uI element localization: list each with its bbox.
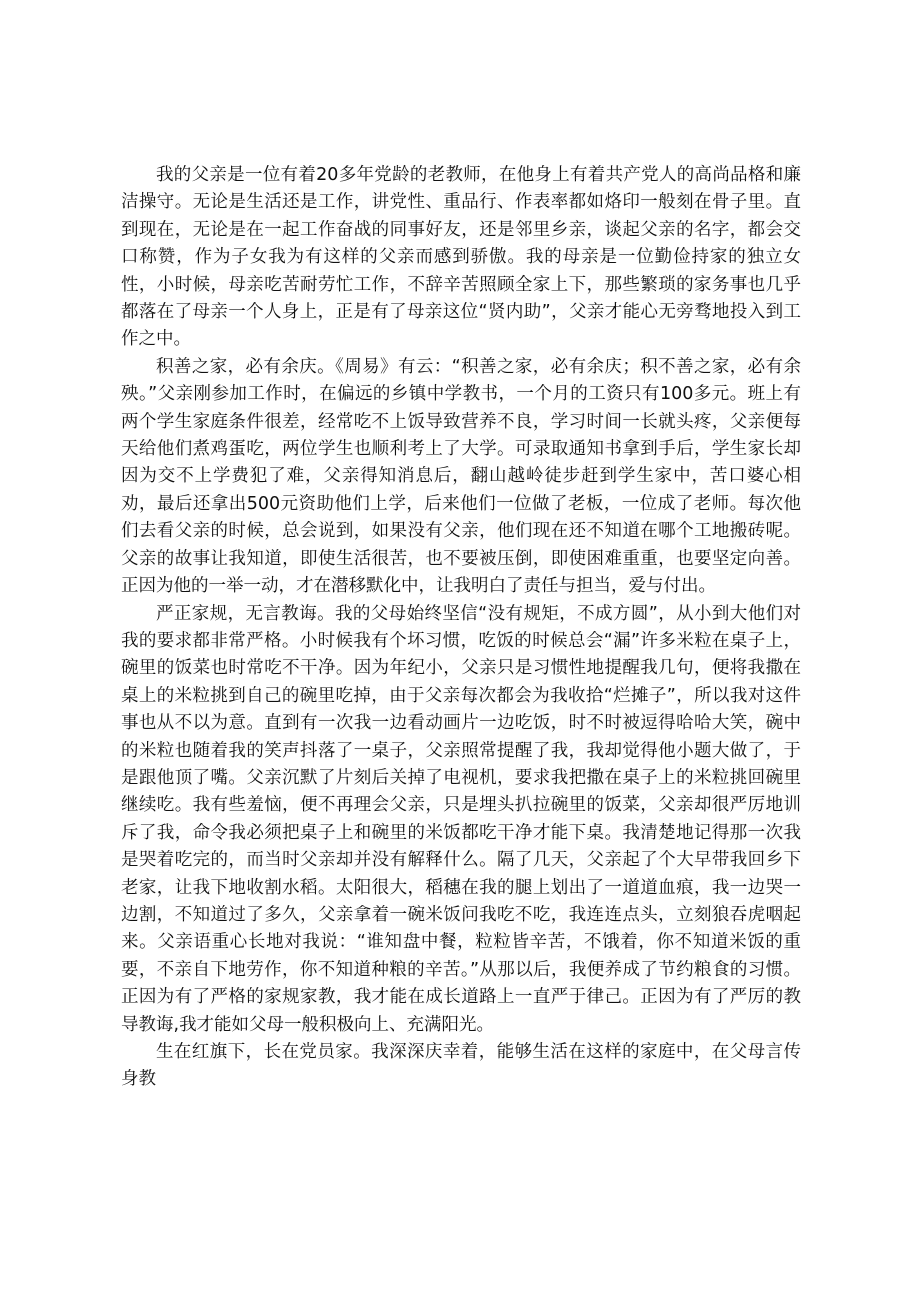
paragraph-2: 积善之家，必有余庆。《周易》有云：“积善之家，必有余庆；积不善之家，必有余殃。”父亲刚参加工作时，在偏远的乡镇中学教书，一个月的工资只有100多元。班上有两个学生家庭条件很差，经常吃不上饭导致营养不良，学习时间一长就头疼，父亲便每天给他们煮鸡蛋吃，两位学生也顺利考上了大学。可录取通知书拿到手后，学生家长却因为交不上学费犯了难，父亲得知消息后，翻山越岭徒步赶到学生家中，苦口婆心相劝，最后还拿出500元资助他们上学，后来他们一位做了老板，一位成了老师。每次他们去看父亲的时候，总会说到，如果没有父亲，他们现在还不知道在哪个工地搬砖呢。父亲的故事让我知道，即使生活很苦，也不要被压倒，即使困难重重，也要坚定向善。正因为他的一举一动，才在潜移默化中，让我明白了责任与担当，爱与付出。 (121, 356, 801, 597)
paragraph-3: 严正家规，无言教诲。我的父母始终坚信“没有规矩，不成方圆”，从小到大他们对我的要求都非常严格。小时候我有个坏习惯，吃饭的时候总会“漏”许多米粒在桌子上，碗里的饭菜也时常吃不干净。因为年纪小，父亲只是习惯性地提醒我几句，便将我撒在桌上的米粒挑到自己的碗里吃掉，由于父亲每次都会为我收拾“烂摊子”，所以我对这件事也从不以为意。直到有一次我一边看动画片一边吃饭，时不时被逗得哈哈大笑，碗中的米粒也随着我的笑声抖落了一桌子，父亲照常提醒了我，我却觉得他小题大做了，于是跟他顶了嘴。父亲沉默了片刻后关掉了电视机，要求我把撒在桌子上的米粒挑回碗里继续吃。我有些羞恼，便不再理会父亲，只是埋头扒拉碗里的饭菜，父亲却很严厉地训斥了我，命令我必须把桌子上和碗里的米饭都吃干净才能下桌。我清楚地记得那一次我是哭着吃完的，而当时父亲却并没有解释什么。隔了几天，父亲起了个大早带我回乡下老家，让我下地收割水稻。太阳很大，稻穗在我的腿上划出了一道道血痕，我一边哭一边割，不知道过了多久，父亲拿着一碗米饭问我吃不吃，我连连点头，立刻狼吞虎咽起来。父亲语重心长地对我说：“谁知盘中餐，粒粒皆辛苦，不饿着，你不知道米饭的重要，不亲自下地劳作，你不知道种粮的辛苦。”从那以后，我便养成了节约粮食的习惯。正因为有了严格的家规家教，我才能在成长道路上一直严于律己。正因为有了严厉的教导教诲,我才能如父母一般积极向上、充满阳光。 (121, 603, 801, 1035)
paragraph-1: 我的父亲是一位有着20多年党龄的老教师，在他身上有着共产党人的高尚品格和廉洁操守。无论是生活还是工作，讲党性、重品行、作表率都如烙印一般刻在骨子里。直到现在，无论是在一起工作奋战的同事好友，还是邻里乡亲，谈起父亲的名字，都会交口称赞，作为子女我为有这样的父亲而感到骄傲。我的母亲是一位勤俭持家的独立女性，小时候，母亲吃苦耐劳忙工作，不辞辛苦照顾全家上下，那些繁琐的家务事也几乎都落在了母亲一个人身上，正是有了母亲这位“贤内助”，父亲才能心无旁骛地投入到工作之中。 (121, 165, 801, 350)
paragraph-4: 生在红旗下，长在党员家。我深深庆幸着，能够生活在这样的家庭中，在父母言传身教 (121, 1042, 801, 1090)
article-body (121, 162, 801, 1094)
